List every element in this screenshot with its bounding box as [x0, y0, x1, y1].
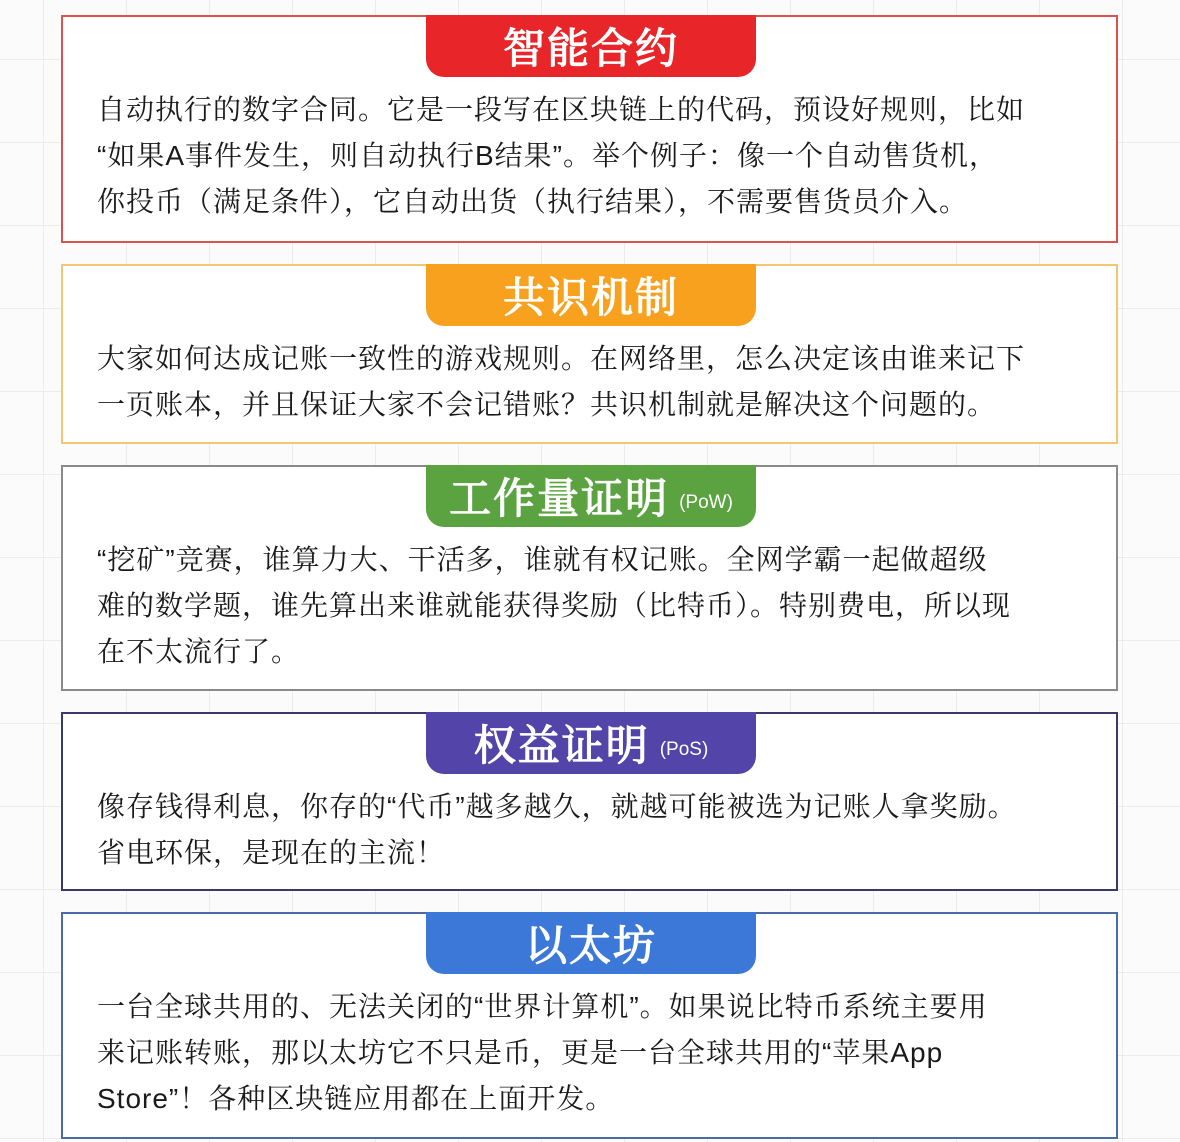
- card-title: 共识机制: [502, 274, 679, 321]
- card-title: 权益证明: [473, 722, 650, 769]
- card-title-tab: [426, 465, 756, 527]
- body-line: 省电环保，是现在的主流！: [97, 837, 446, 868]
- card-body: [97, 537, 1086, 675]
- card-subtitle: (PoS): [659, 739, 709, 760]
- card-title: 智能合约: [502, 25, 679, 72]
- card-subtitle: (PoW): [679, 492, 733, 513]
- card-proof-of-work: [61, 465, 1118, 691]
- card-title-tab: [426, 912, 756, 974]
- body-line: 一台全球共用的、无法关闭的“世界计算机”。如果说比特币系统主要用: [97, 991, 988, 1022]
- card-proof-of-stake: [61, 712, 1118, 891]
- card-consensus: [61, 264, 1118, 444]
- card-title-tab: [426, 264, 756, 326]
- body-line: 来记账转账，那以太坊它不只是币，更是一台全球共用的“苹果App: [97, 1037, 944, 1068]
- card-title-tab: [426, 15, 756, 77]
- body-line: 一页账本，并且保证大家不会记错账？共识机制就是解决这个问题的。: [97, 389, 997, 420]
- body-line: 难的数学题，谁先算出来谁就能获得奖励（比特币）。特别费电，所以现: [97, 590, 1012, 621]
- body-line: 在不太流行了。: [97, 636, 301, 667]
- card-title: 工作量证明: [449, 475, 670, 522]
- body-line: “挖矿”竞赛，谁算力大、干活多，谁就有权记账。全网学霸一起做超级: [97, 544, 988, 575]
- card-title-tab: [426, 712, 756, 774]
- body-line: 大家如何达成记账一致性的游戏规则。在网络里，怎么决定该由谁来记下: [97, 343, 1026, 374]
- card-body: [97, 784, 1086, 876]
- card-smart-contract: [61, 15, 1118, 243]
- card-title: 以太坊: [524, 922, 657, 969]
- card-ethereum: [61, 912, 1118, 1139]
- body-line: 像存钱得利息，你存的“代币”越多越久，就越可能被选为记账人拿奖励。: [97, 791, 1017, 822]
- card-body: [97, 336, 1086, 428]
- body-line: 自动执行的数字合同。它是一段写在区块链上的代码，预设好规则，比如: [97, 94, 1026, 125]
- card-body: [97, 87, 1086, 225]
- body-line: “如果A事件发生，则自动执行B结果”。举个例子：像一个自动售货机，: [97, 140, 999, 171]
- body-line: 你投币（满足条件），它自动出货（执行结果），不需要售货员介入。: [97, 186, 969, 217]
- body-line: Store”！各种区块链应用都在上面开发。: [97, 1083, 615, 1114]
- card-body: [97, 984, 1086, 1122]
